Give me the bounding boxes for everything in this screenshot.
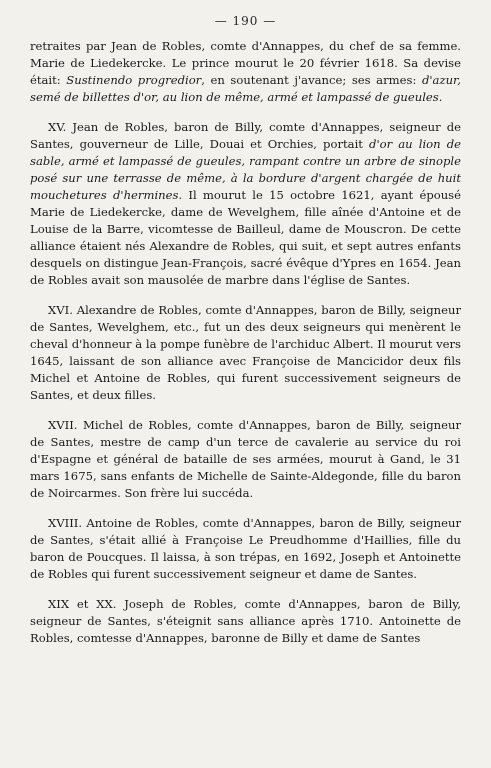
arms-italic: d'or au lion de sable, armé et lampassé de gueules, rampant contre un arbre de sinople posé sur une terrasse de même, à la bordure d'argent chargée de huit mouchetures d'hermines.: [30, 137, 461, 202]
paragraph-xix-xx: [30, 596, 461, 647]
paragraph-continuation: [30, 38, 461, 106]
paragraph-xvi: [30, 302, 461, 404]
text-run: XVI. Alexandre de Robles, comte d'Annappes, baron de Billy, seigneur de Santes, Wevelghem, etc., fut un des deux seigneurs qui menèrent le cheval d'honneur à la pompe funèbre de l'archiduc Albert. Il mourut vers 1645, laissant de son alliance avec Françoise de Mancicidor deux fils Michel et Antoine de Robles, qui furent successivement seigneurs de Santes, et deux filles.: [30, 303, 461, 402]
text-run: XVII. Michel de Robles, comte d'Annappes, baron de Billy, seigneur de Santes, mestre de camp d'un terce de cavalerie au service du roi d'Espagne et général de bataille de ses armées, mourut à Gand, le 31 mars 1675, sans enfants de Michelle de Sainte-Aldegonde, fille du baron de Noircarmes. Son frère lui succéda.: [30, 418, 461, 500]
text-run: retraites par Jean de Robles, comte d'Annappes, du chef de sa femme. Marie de Liedekercke. Le prince mourut le 20 février 1618. Sa devise était:: [30, 39, 461, 87]
page-number: — 190 —: [214, 14, 277, 28]
paragraph-xv: [30, 119, 461, 289]
text-run: XV. Jean de Robles, baron de Billy, comte d'Annappes, seigneur de Santes, gouverneur de Lille, Douai et Orchies, portait: [30, 120, 461, 151]
paragraph-xviii: [30, 515, 461, 583]
text-run: , en soutenant j'avance; ses armes:: [201, 73, 422, 87]
motto-italic: Sustinendo progredior: [66, 73, 202, 87]
text-run: XIX et XX. Joseph de Robles, comte d'Annappes, baron de Billy, seigneur de Santes, s'éteignit sans alliance après 1710. Antoinette de Robles, comtesse d'Annappes, baronne de Billy et dame de Santes: [30, 597, 461, 645]
arms-italic: d'azur, semé de billettes d'or, au lion de même, armé et lampassé de gueules.: [30, 73, 461, 104]
paragraph-xvii: [30, 417, 461, 502]
text-run: Il mourut le 15 octobre 1621, ayant épousé Marie de Liedekercke, dame de Wevelghem, fille aînée d'Antoine et de Louise de la Barre, vicomtesse de Bailleul, dame de Mouscron. De cette alliance étaient nés Alexandre de Robles, qui suit, et sept autres enfants desquels on distingue Jean-François, sacré évêque d'Ypres en 1654. Jean de Robles avait son mausolée de marbre dans l'église de Santes.: [30, 188, 461, 287]
text-run: XVIII. Antoine de Robles, comte d'Annappes, baron de Billy, seigneur de Santes, s'était allié à Françoise Le Preudhomme d'Haillies, fille du baron de Poucques. Il laissa, à son trépas, en 1692, Joseph et Antoinette de Robles qui furent successivement seigneur et dame de Santes.: [30, 516, 461, 581]
